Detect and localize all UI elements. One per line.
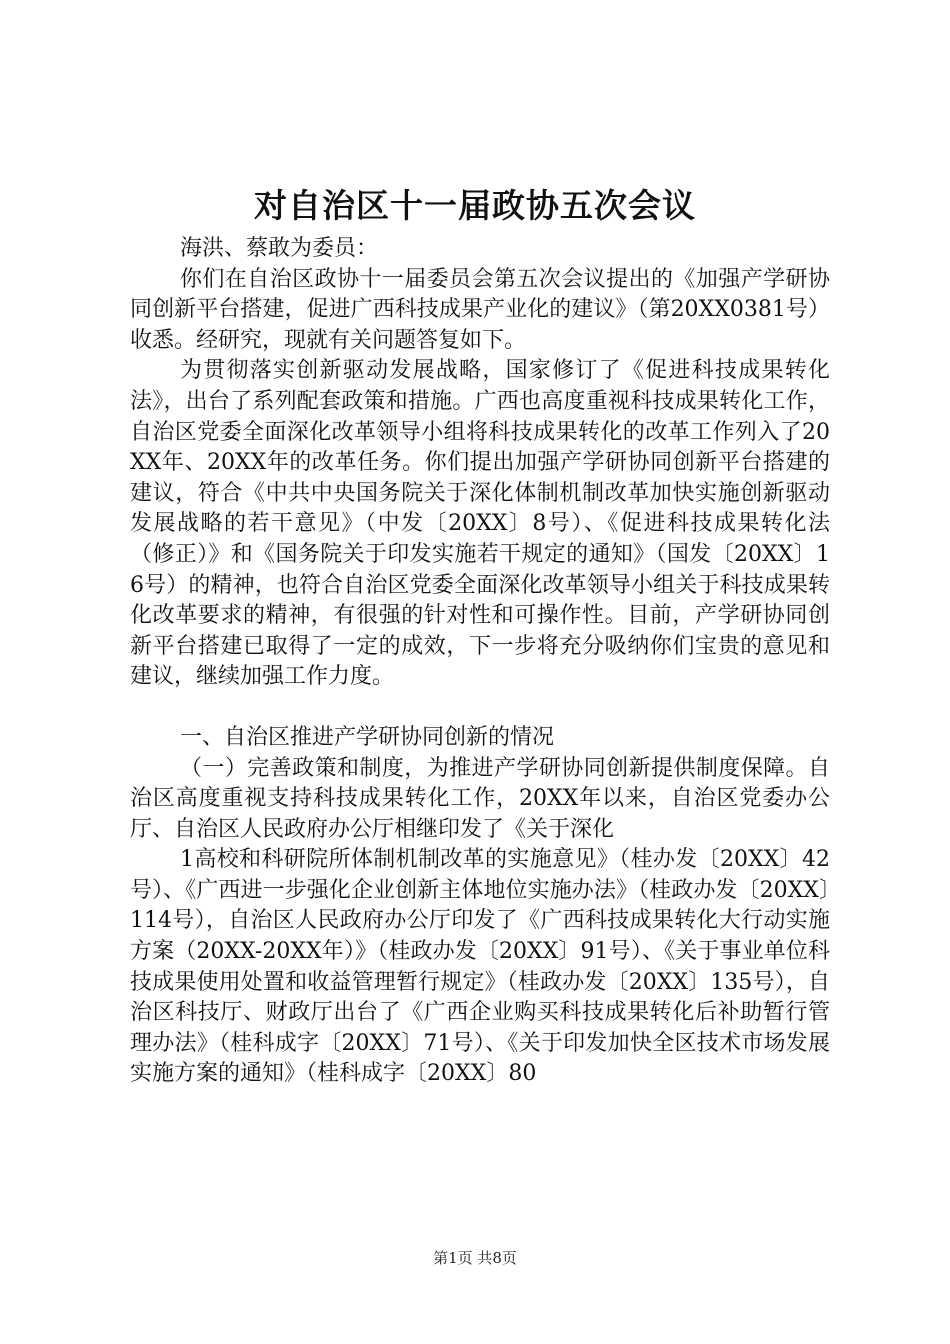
- document-title: 对自治区十一届政协五次会议: [254, 186, 696, 225]
- paragraph-receipt: 你们在自治区政协十一届委员会第五次会议提出的《加强产学研协同创新平台搭建，促进广西科技成果产业化的建议》（第20XX0381号）收悉。经研究，现就有关问题答复如下。: [130, 266, 830, 353]
- document-body: [130, 234, 830, 1090]
- salutation: 海洪、蔡敢为委员：: [180, 236, 379, 261]
- paragraph-gap: [130, 693, 830, 723]
- page-indicator: 第1页 共8页: [433, 1249, 517, 1267]
- paragraph-policy: （一）完善政策和制度，为推进产学研协同创新提供制度保障。自治区高度重视支持科技成果转化工作，20XX年以来，自治区党委办公厅、自治区人民政府办公厅相继印发了《关于深化: [130, 755, 830, 842]
- paragraph-policy-continued: 1高校和科研院所体制机制改革的实施意见》（桂办发〔20XX〕42号）、《广西进一步强化企业创新主体地位实施办法》（桂政办发〔20XX〕114号），自治区人民政府办公厅印发了《广西科技成果转化大行动实施方案（20XX-20XX年）》（桂政办发〔20XX〕91号）、《关于事业单位科技成果使用处置和收益管理暂行规定》（桂政办发〔20XX〕135号），自治区科技厅、财政厅出台了《广西企业购买科技成果转化后补助暂行管理办法》（桂科成字〔20XX〕71号）、《关于印发加快全区技术市场发展实施方案的通知》（桂科成字〔20XX〕80: [130, 847, 830, 1087]
- section-heading-1: 一、自治区推进产学研协同创新的情况: [180, 724, 555, 750]
- paragraph-background: 为贯彻落实创新驱动发展战略，国家修订了《促进科技成果转化法》，出台了系列配套政策和措施。广西也高度重视科技成果转化工作，自治区党委全面深化改革领导小组将科技成果转化的改革工作列入了20XX年、20XX年的改革任务。你们提出加强产学研协同创新平台搭建的建议，符合《中共中央国务院关于深化体制机制改革加快实施创新驱动发展战略的若干意见》（中发〔20XX〕8号）、《促进科技成果转化法（修正）》和《国务院关于印发实施若干规定的通知》（国发〔20XX〕16号）的精神，也符合自治区党委全面深化改革领导小组关于科技成果转化改革要求的精神，有很强的针对性和可操作性。目前，产学研协同创新平台搭建已取得了一定的成效，下一步将充分吸纳你们宝贵的意见和建议，继续加强工作力度。: [130, 358, 830, 690]
